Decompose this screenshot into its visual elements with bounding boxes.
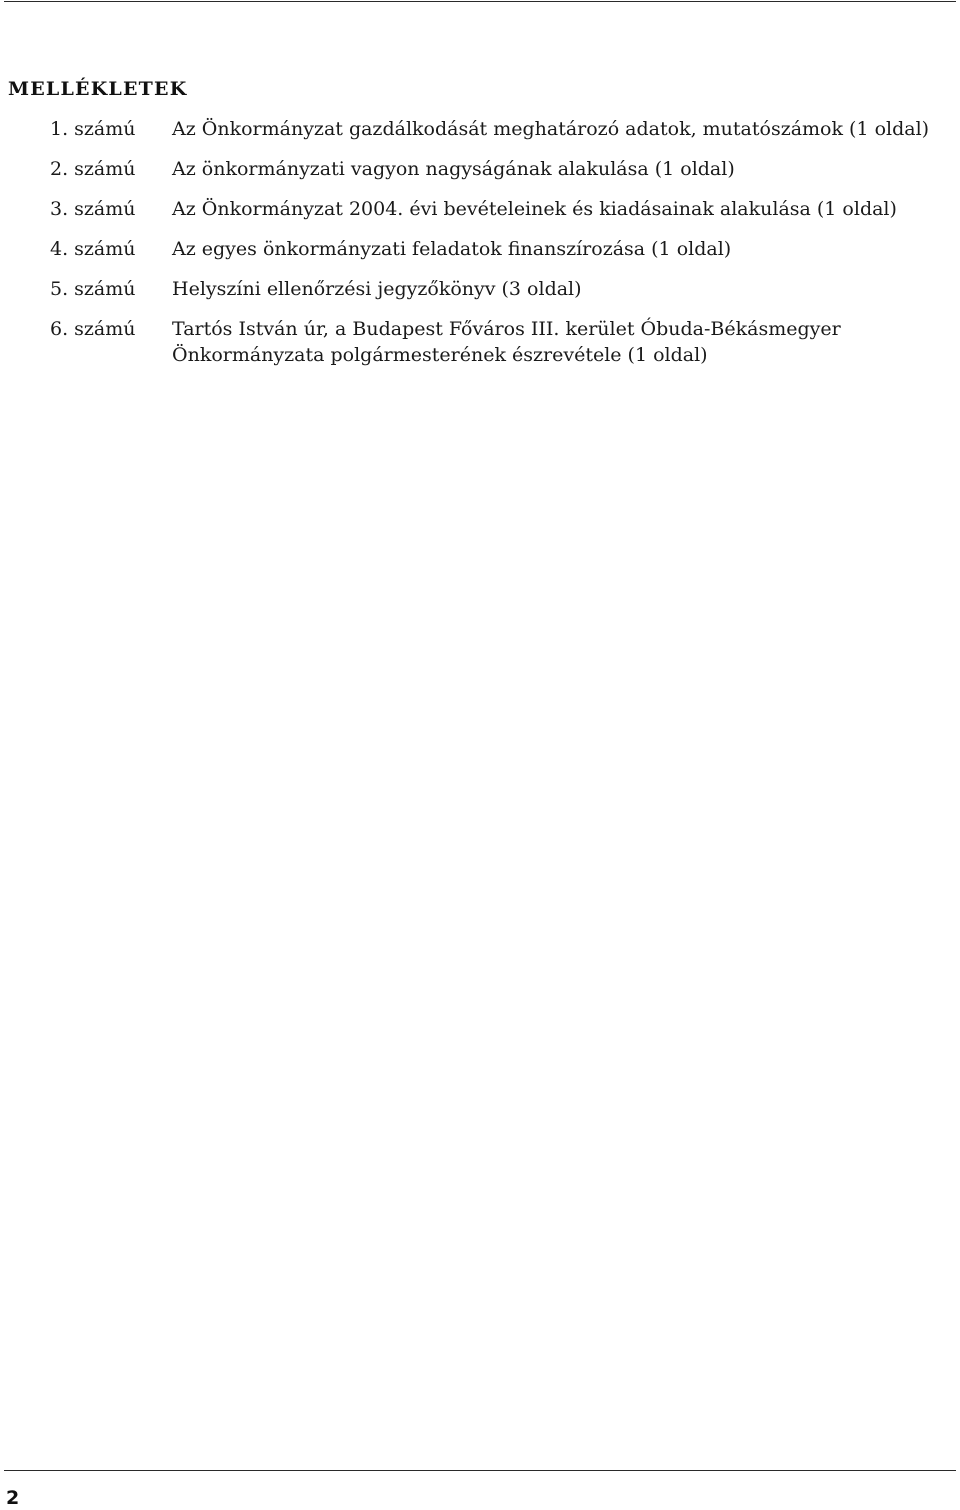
annex-list [0,116,960,382]
top-rule [4,1,956,2]
annex-item [0,276,960,302]
annex-number: 2. számú [50,158,136,180]
annex-title: Helyszíni ellenőrzési jegyzőkönyv (3 oldal) [172,278,582,300]
annex-number: 4. számú [50,238,136,260]
annex-item [0,316,960,368]
annex-number: 1. számú [50,118,136,140]
annex-title: Tartós István úr, a Budapest Főváros III. kerület Óbuda-Békásmegyer Önkormányzata polgármesterének észrevétele (1 oldal) [172,318,841,366]
annex-title: Az egyes önkormányzati feladatok finanszírozása (1 oldal) [172,238,732,260]
page-number: 2 [6,1487,20,1509]
annex-item [0,196,960,222]
footer-rule [4,1470,956,1471]
annex-title: Az Önkormányzat gazdálkodását meghatározó adatok, mutatószámok (1 oldal) [172,118,930,140]
annex-title: Az önkormányzati vagyon nagyságának alakulása (1 oldal) [172,158,735,180]
annex-number: 3. számú [50,198,136,220]
annex-number: 6. számú [50,318,136,340]
section-title: MELLÉKLETEK [8,78,188,100]
annex-item [0,236,960,262]
annex-number: 5. számú [50,278,136,300]
annex-item [0,116,960,142]
annex-item [0,156,960,182]
annex-title: Az Önkormányzat 2004. évi bevételeinek és kiadásainak alakulása (1 oldal) [172,198,897,220]
